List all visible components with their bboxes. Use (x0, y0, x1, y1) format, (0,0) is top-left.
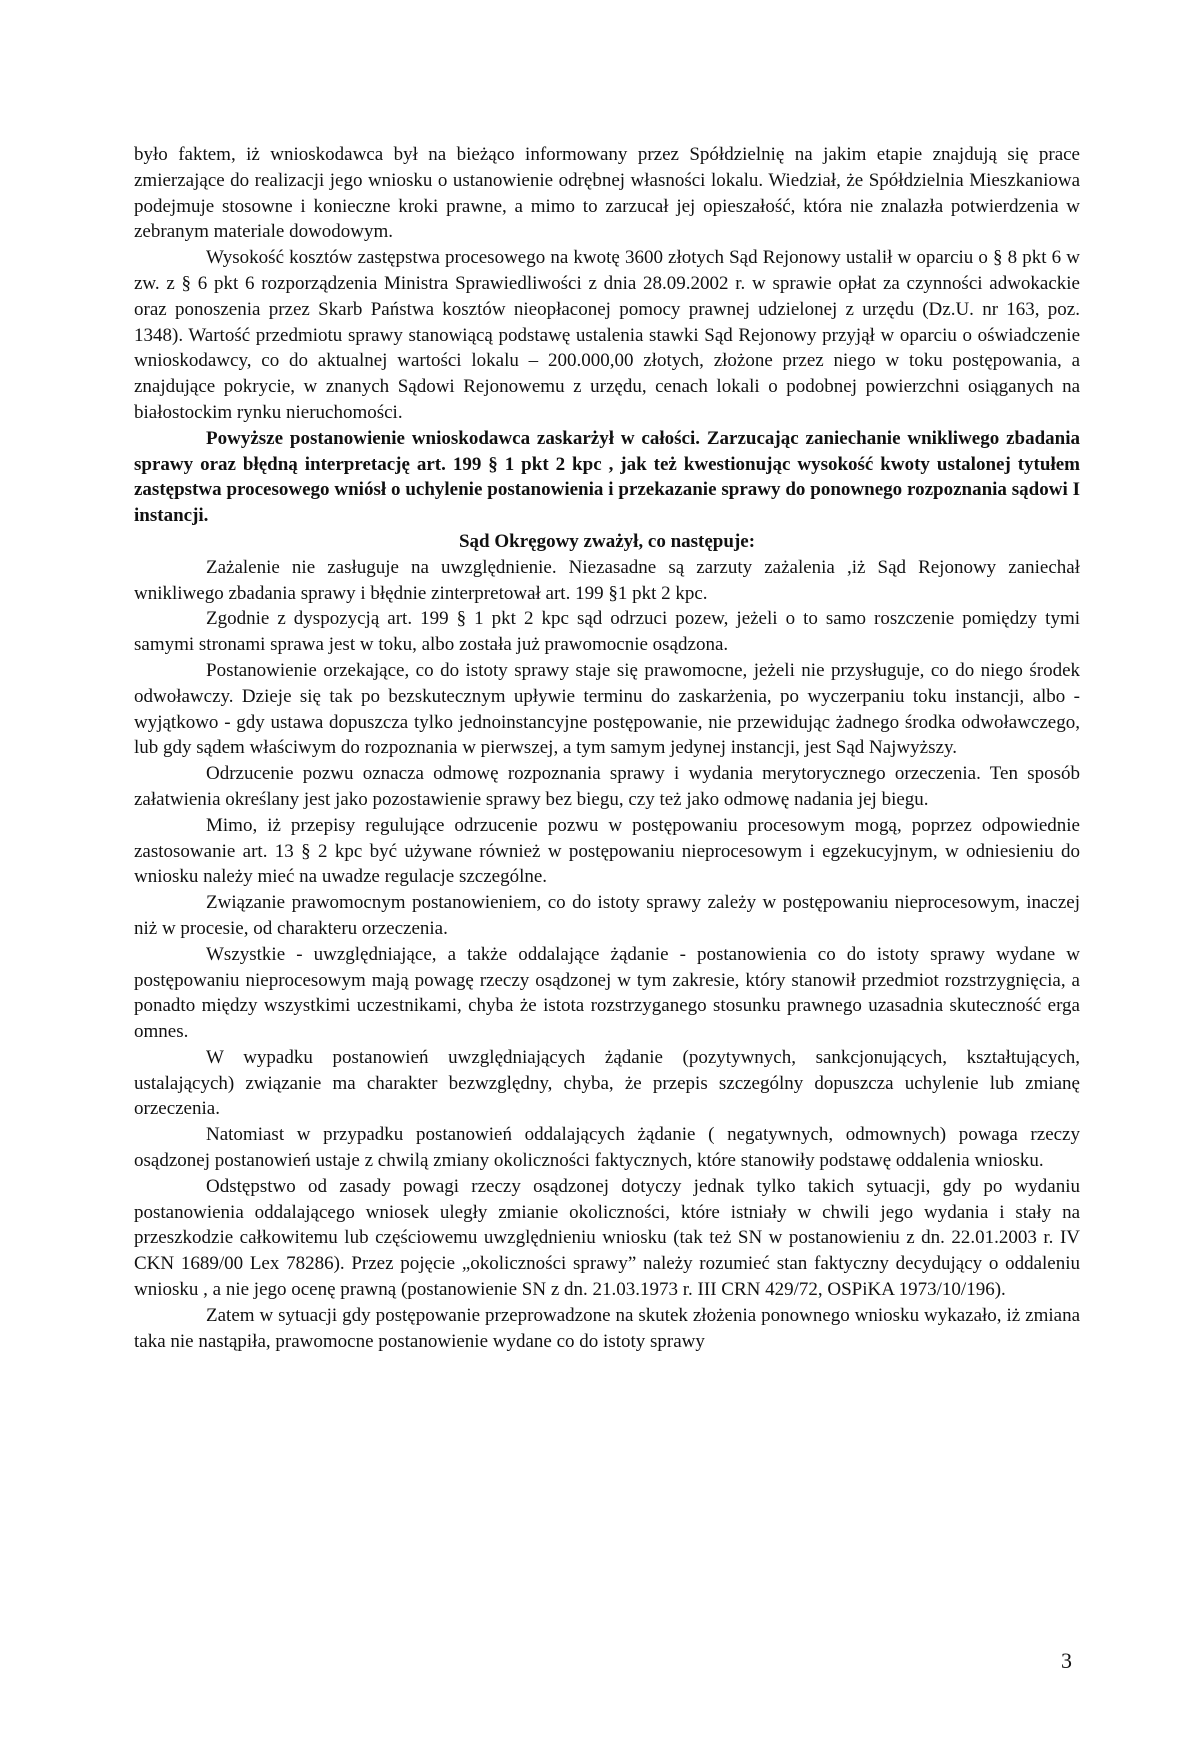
paragraph: Związanie prawomocnym postanowieniem, co do istoty sprawy zależy w postępowaniu nieprocesowym, inaczej niż w procesie, od charakteru orzeczenia. (134, 892, 1080, 939)
paragraph: Wszystkie - uwzględniające, a także oddalające żądanie - postanowienia co do istoty sprawy wydane w postępowaniu nieprocesowym mają powagę rzeczy osądzonej w tym zakresie, który stanowił przedmiot rozstrzygnięcia, a ponadto między wszystkimi uczestnikami, chyba że istota rozstrzyganego stosunku prawnego uzasadnia skuteczność erga omnes. (134, 943, 1080, 1043)
paragraph: Natomiast w przypadku postanowień oddalających żądanie ( negatywnych, odmownych) powaga rzeczy osądzonej postanowień ustaje z chwilą zmiany okoliczności faktycznych, które stanowiły podstawę oddalenia wniosku. (134, 1124, 1080, 1172)
paragraph: Postanowienie orzekające, co do istoty sprawy staje się prawomocne, jeżeli nie przysługuje, co do niego środek odwoławczy. Dzieje się tak po bezskutecznym upływie terminu do zaskarżenia, po wyczerpaniu toku instancji, albo -wyjątkowo - gdy ustawa dopuszcza tylko jednoinstancyjne postępowanie, nie przewidując żadnego środka odwoławczego, lub gdy sądem właściwym do rozpoznania w pierwszej, a tym samym jedynej instancji, jest Sąd Najwyższy. (134, 659, 1080, 759)
page-number: 3 (1061, 1648, 1072, 1673)
paragraph: było faktem, iż wnioskodawca był na bieżąco informowany przez Spółdzielnię na jakim etapie znajdują się prace zmierzające do realizacji jego wniosku o ustanowienie odrębnej własności lokalu. Wiedział, że Spółdzielnia Mieszkaniowa podejmuje stosowne i konieczne kroki prawne, a mimo to zarzucał jej opieszałość, która nie znalazła potwierdzenia w zebranym materiale dowodowym. (134, 144, 1080, 243)
paragraph: Wysokość kosztów zastępstwa procesowego na kwotę 3600 złotych Sąd Rejonowy ustalił w oparciu o § 8 pkt 6 w zw. z § 6 pkt 6 rozporządzenia Ministra Sprawiedliwości z dnia 28.09.2002 r. w sprawie opłat za czynności adwokackie oraz ponoszenia przez Skarb Państwa kosztów nieopłaconej pomocy prawnej udzielonej z urzędu (Dz.U. nr 163, poz. 1348). Wartość przedmiotu sprawy stanowiącą podstawę ustalenia stawki Sąd Rejonowy przyjął w oparciu o oświadczenie wnioskodawcy, co do aktualnej wartości lokalu – 200.000,00 złotych, złożone przez niego w toku postępowania, a znajdujące pokrycie, w znanych Sądowi Rejonowemu z urzędu, cenach lokali o podobnej powierzchni osiąganych na białostockim rynku nieruchomości. (134, 247, 1080, 423)
paragraph: Odrzucenie pozwu oznacza odmowę rozpoznania sprawy i wydania merytorycznego orzeczenia. Ten sposób załatwienia określany jest jako pozostawienie sprawy bez biegu, czy też jako odmowę nadania jej biegu. (134, 763, 1080, 810)
document-body (134, 142, 1080, 1354)
paragraph: Zażalenie nie zasługuje na uwzględnienie. Niezasadne są zarzuty zażalenia ,iż Sąd Rejonowy zaniechał wnikliwego zbadania sprawy i błędnie zinterpretował art. 199 §1 pkt 2 kpc. (134, 556, 1080, 604)
paragraph-bold: Powyższe postanowienie wnioskodawca zaskarżył w całości. Zarzucając zaniechanie wnikliwego zbadania sprawy oraz błędną interpretację art. 199 § 1 pkt 2 kpc , jak też kwestionując wysokość kwoty ustalonej tytułem zastępstwa procesowego wniósł o uchylenie postanowienia i przekazanie sprawy do ponownego rozpoznania sądowi I instancji. (134, 427, 1080, 527)
paragraph: Zgodnie z dyspozycją art. 199 § 1 pkt 2 kpc sąd odrzuci pozew, jeżeli o to samo roszczenie pomiędzy tymi samymi stronami sprawa jest w toku, albo została już prawomocnie osądzona. (134, 608, 1080, 656)
paragraph: Odstępstwo od zasady powagi rzeczy osądzonej dotyczy jednak tylko takich sytuacji, gdy po wydaniu postanowienia oddalającego wniosek uległy zmianie okoliczności, które istniały w chwili jego wydania i stały na przeszkodzie całkowitemu lub częściowemu uwzględnieniu wniosku (tak też SN w postanowieniu z dn. 22.01.2003 r. IV CKN 1689/00 Lex 78286). Przez pojęcie „okoliczności sprawy” należy rozumieć stan faktyczny decydujący o oddaleniu wniosku , a nie jego ocenę prawną (postanowienie SN z dn. 21.03.1973 r. III CRN 429/72, OSPiKA 1973/10/196). (134, 1175, 1080, 1301)
paragraph: W wypadku postanowień uwzględniających żądanie (pozytywnych, sankcjonujących, kształtujących, ustalających) związanie ma charakter bezwzględny, chyba, że przepis szczególny dopuszcza uchylenie lub zmianę orzeczenia. (134, 1046, 1080, 1120)
paragraph: Zatem w sytuacji gdy postępowanie przeprowadzone na skutek złożenia ponownego wniosku wykazało, iż zmiana taka nie nastąpiła, prawomocne postanowienie wydane co do istoty sprawy (134, 1304, 1080, 1352)
section-heading: Sąd Okręgowy zważył, co następuje: (458, 530, 756, 552)
paragraph: Mimo, iż przepisy regulujące odrzucenie pozwu w postępowaniu procesowym mogą, poprzez odpowiednie zastosowanie art. 13 § 2 kpc być używane również w postępowaniu nieprocesowym i egzekucyjnym, w odniesieniu do wniosku należy mieć na uwadze regulacje szczególne. (134, 814, 1080, 888)
